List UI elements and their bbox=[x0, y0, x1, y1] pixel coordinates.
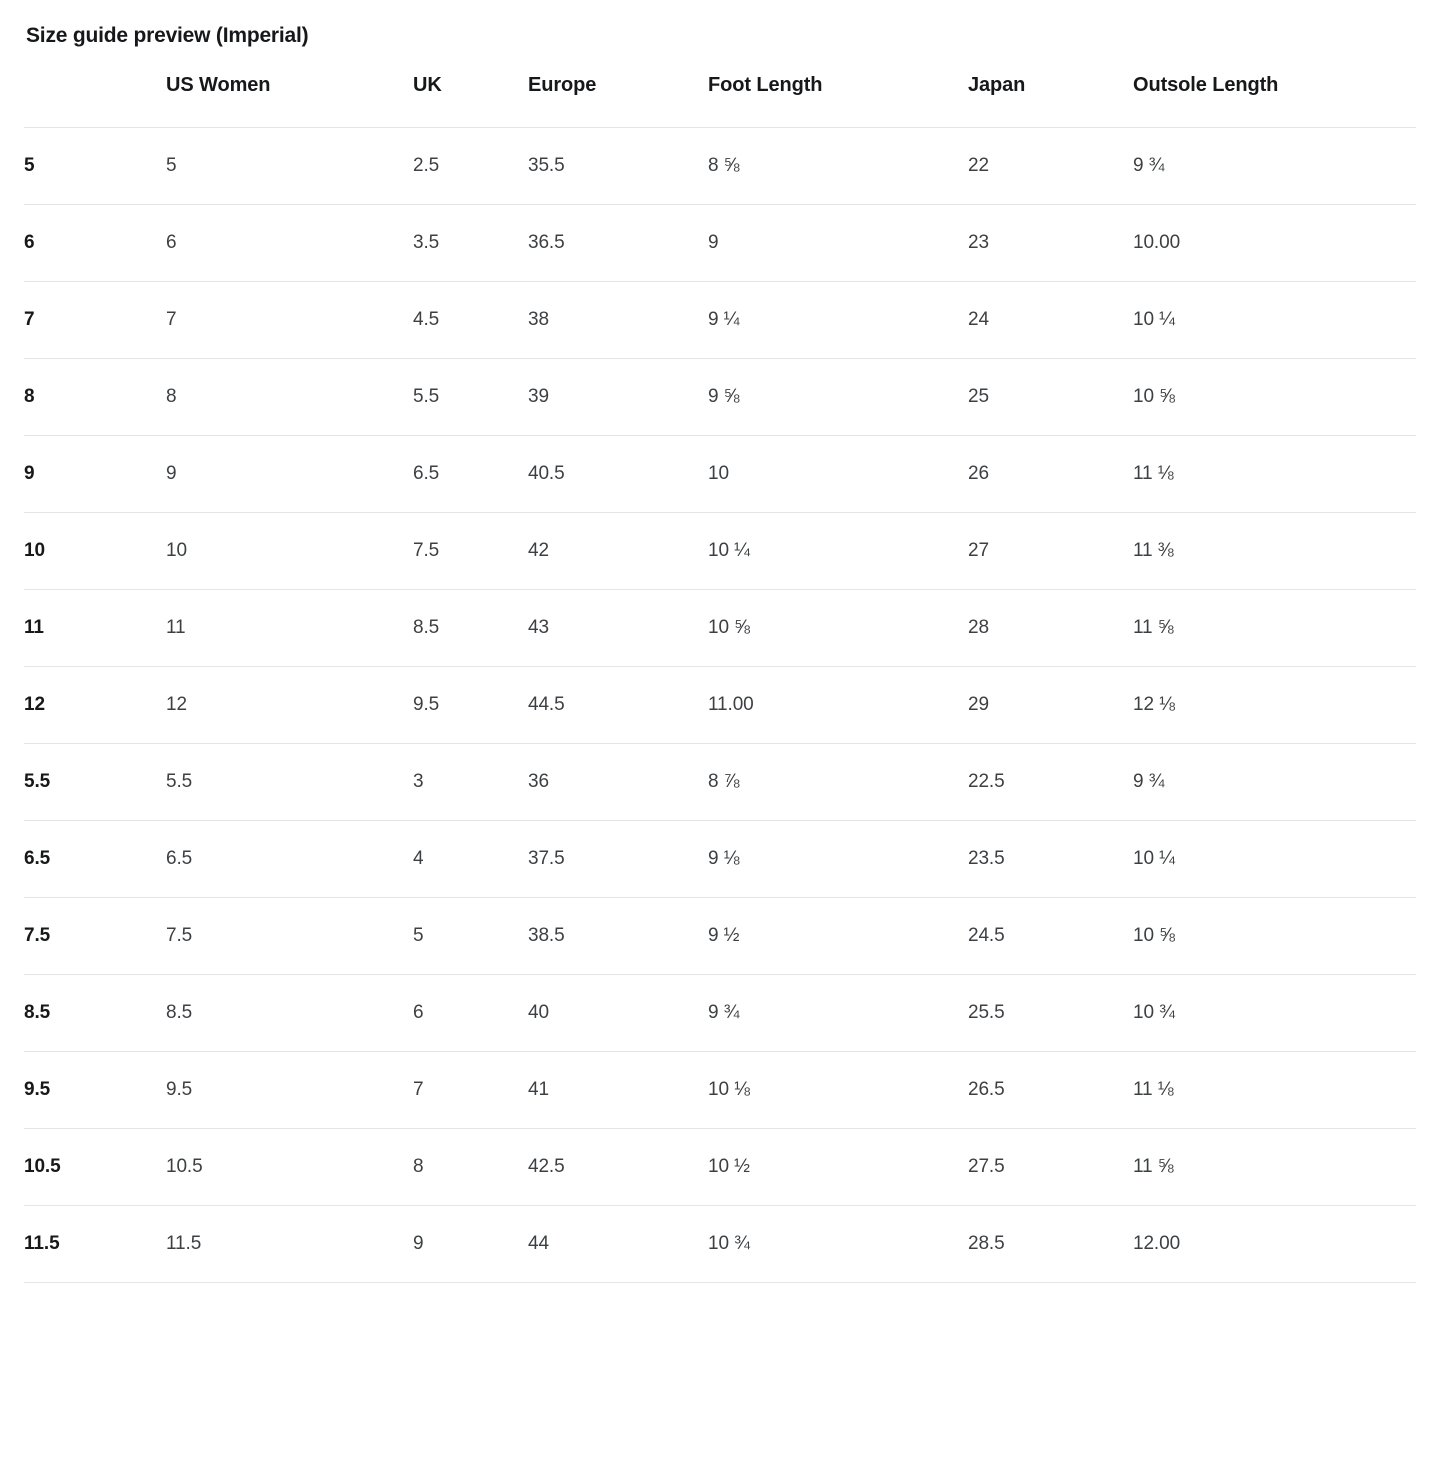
table-row bbox=[24, 975, 1416, 1052]
cell-outsole-length: 10.00 bbox=[1133, 232, 1181, 253]
cell-us-women: 12 bbox=[166, 694, 187, 715]
table-row bbox=[24, 821, 1416, 898]
table-row bbox=[24, 1206, 1416, 1283]
table-row bbox=[24, 436, 1416, 513]
cell-uk: 2.5 bbox=[413, 155, 440, 176]
cell-outsole-length: 11 ⅝ bbox=[1133, 1156, 1174, 1177]
cell-foot-length: 10 ¾ bbox=[708, 1233, 750, 1254]
cell-size: 6.5 bbox=[24, 848, 51, 869]
cell-uk: 6 bbox=[413, 1002, 424, 1023]
cell-outsole-length: 10 ¾ bbox=[1133, 1002, 1175, 1023]
cell-japan: 26 bbox=[968, 463, 989, 484]
table-row bbox=[24, 282, 1416, 359]
cell-foot-length: 9 ¼ bbox=[708, 309, 740, 330]
cell-japan: 28.5 bbox=[968, 1233, 1005, 1254]
cell-uk: 3.5 bbox=[413, 232, 440, 253]
cell-us-women: 8.5 bbox=[166, 1002, 193, 1023]
cell-europe: 42.5 bbox=[528, 1156, 565, 1177]
column-header-size bbox=[24, 74, 166, 128]
cell-us-women: 11.5 bbox=[166, 1233, 202, 1254]
cell-japan: 23 bbox=[968, 232, 989, 253]
cell-foot-length: 10 ¼ bbox=[708, 540, 750, 561]
table-header-row bbox=[24, 74, 1416, 128]
cell-uk: 5 bbox=[413, 925, 424, 946]
cell-japan: 24 bbox=[968, 309, 989, 330]
cell-japan: 28 bbox=[968, 617, 989, 638]
cell-uk: 6.5 bbox=[413, 463, 440, 484]
size-guide-table bbox=[24, 74, 1416, 1283]
cell-uk: 9 bbox=[413, 1233, 424, 1254]
cell-europe: 42 bbox=[528, 540, 549, 561]
cell-foot-length: 9 bbox=[708, 232, 719, 253]
cell-europe: 41 bbox=[528, 1079, 549, 1100]
cell-size: 11.5 bbox=[24, 1233, 60, 1254]
cell-foot-length: 8 ⅝ bbox=[708, 155, 740, 176]
cell-japan: 26.5 bbox=[968, 1079, 1005, 1100]
cell-us-women: 7.5 bbox=[166, 925, 193, 946]
cell-size: 7 bbox=[24, 309, 35, 330]
cell-size: 6 bbox=[24, 232, 35, 253]
cell-foot-length: 10 ⅛ bbox=[708, 1079, 750, 1100]
table-body bbox=[24, 128, 1416, 1283]
cell-foot-length: 9 ⅝ bbox=[708, 386, 740, 407]
cell-us-women: 5.5 bbox=[166, 771, 193, 792]
column-header-outsole-length: Outsole Length bbox=[1133, 74, 1279, 96]
cell-us-women: 8 bbox=[166, 386, 177, 407]
cell-japan: 27.5 bbox=[968, 1156, 1005, 1177]
cell-outsole-length: 11 ⅛ bbox=[1133, 463, 1174, 484]
cell-japan: 23.5 bbox=[968, 848, 1005, 869]
cell-size: 11 bbox=[24, 617, 44, 638]
cell-us-women: 5 bbox=[166, 155, 177, 176]
cell-foot-length: 10 ⅝ bbox=[708, 617, 750, 638]
table-row bbox=[24, 128, 1416, 205]
cell-uk: 7 bbox=[413, 1079, 424, 1100]
page-title: Size guide preview (Imperial) bbox=[26, 24, 309, 47]
cell-foot-length: 9 ½ bbox=[708, 925, 740, 946]
table-row bbox=[24, 667, 1416, 744]
cell-foot-length: 9 ⅛ bbox=[708, 848, 740, 869]
cell-japan: 22.5 bbox=[968, 771, 1005, 792]
cell-outsole-length: 9 ¾ bbox=[1133, 771, 1165, 792]
cell-uk: 7.5 bbox=[413, 540, 440, 561]
cell-uk: 9.5 bbox=[413, 694, 440, 715]
cell-size: 7.5 bbox=[24, 925, 51, 946]
cell-uk: 4.5 bbox=[413, 309, 440, 330]
cell-foot-length: 8 ⅞ bbox=[708, 771, 740, 792]
column-header-europe: Europe bbox=[528, 74, 597, 96]
cell-foot-length: 10 bbox=[708, 463, 729, 484]
cell-japan: 29 bbox=[968, 694, 989, 715]
cell-japan: 22 bbox=[968, 155, 989, 176]
cell-europe: 35.5 bbox=[528, 155, 565, 176]
cell-size: 9 bbox=[24, 463, 35, 484]
cell-outsole-length: 10 ¼ bbox=[1133, 848, 1175, 869]
cell-outsole-length: 12 ⅛ bbox=[1133, 694, 1175, 715]
column-header-us-women: US Women bbox=[166, 74, 271, 96]
column-header-foot-length: Foot Length bbox=[708, 74, 823, 96]
table-row bbox=[24, 744, 1416, 821]
cell-us-women: 10 bbox=[166, 540, 187, 561]
cell-us-women: 7 bbox=[166, 309, 177, 330]
cell-outsole-length: 11 ⅛ bbox=[1133, 1079, 1174, 1100]
column-header-uk: UK bbox=[413, 74, 442, 96]
table-row bbox=[24, 513, 1416, 590]
cell-japan: 27 bbox=[968, 540, 989, 561]
cell-outsole-length: 9 ¾ bbox=[1133, 155, 1165, 176]
cell-size: 10.5 bbox=[24, 1156, 61, 1177]
cell-us-women: 9 bbox=[166, 463, 177, 484]
table-row bbox=[24, 359, 1416, 436]
cell-us-women: 9.5 bbox=[166, 1079, 193, 1100]
cell-uk: 4 bbox=[413, 848, 424, 869]
cell-europe: 40.5 bbox=[528, 463, 565, 484]
table-row bbox=[24, 205, 1416, 282]
cell-size: 5.5 bbox=[24, 771, 51, 792]
cell-europe: 43 bbox=[528, 617, 549, 638]
cell-europe: 36 bbox=[528, 771, 549, 792]
table-row bbox=[24, 1052, 1416, 1129]
cell-europe: 40 bbox=[528, 1002, 549, 1023]
cell-size: 9.5 bbox=[24, 1079, 51, 1100]
cell-europe: 44 bbox=[528, 1233, 549, 1254]
cell-uk: 5.5 bbox=[413, 386, 440, 407]
cell-outsole-length: 10 ⅝ bbox=[1133, 925, 1175, 946]
cell-outsole-length: 11 ⅝ bbox=[1133, 617, 1174, 638]
cell-europe: 44.5 bbox=[528, 694, 565, 715]
cell-europe: 37.5 bbox=[528, 848, 565, 869]
cell-outsole-length: 10 ⅝ bbox=[1133, 386, 1175, 407]
cell-size: 10 bbox=[24, 540, 45, 561]
cell-uk: 8.5 bbox=[413, 617, 440, 638]
cell-uk: 8 bbox=[413, 1156, 424, 1177]
cell-foot-length: 10 ½ bbox=[708, 1156, 750, 1177]
cell-size: 8 bbox=[24, 386, 35, 407]
cell-foot-length: 9 ¾ bbox=[708, 1002, 740, 1023]
cell-us-women: 11 bbox=[166, 617, 186, 638]
table-row bbox=[24, 1129, 1416, 1206]
cell-europe: 38.5 bbox=[528, 925, 565, 946]
cell-foot-length: 11.00 bbox=[708, 694, 754, 715]
cell-europe: 36.5 bbox=[528, 232, 565, 253]
cell-outsole-length: 12.00 bbox=[1133, 1233, 1181, 1254]
column-header-japan: Japan bbox=[968, 74, 1026, 96]
cell-us-women: 6.5 bbox=[166, 848, 193, 869]
cell-japan: 25.5 bbox=[968, 1002, 1005, 1023]
cell-outsole-length: 11 ⅜ bbox=[1133, 540, 1174, 561]
cell-uk: 3 bbox=[413, 771, 424, 792]
cell-europe: 39 bbox=[528, 386, 549, 407]
table-header bbox=[24, 74, 1416, 128]
cell-size: 12 bbox=[24, 694, 45, 715]
cell-japan: 25 bbox=[968, 386, 989, 407]
cell-outsole-length: 10 ¼ bbox=[1133, 309, 1175, 330]
table-row bbox=[24, 898, 1416, 975]
cell-us-women: 6 bbox=[166, 232, 177, 253]
cell-size: 8.5 bbox=[24, 1002, 51, 1023]
cell-japan: 24.5 bbox=[968, 925, 1005, 946]
cell-size: 5 bbox=[24, 155, 35, 176]
cell-europe: 38 bbox=[528, 309, 549, 330]
table-row bbox=[24, 590, 1416, 667]
cell-us-women: 10.5 bbox=[166, 1156, 203, 1177]
